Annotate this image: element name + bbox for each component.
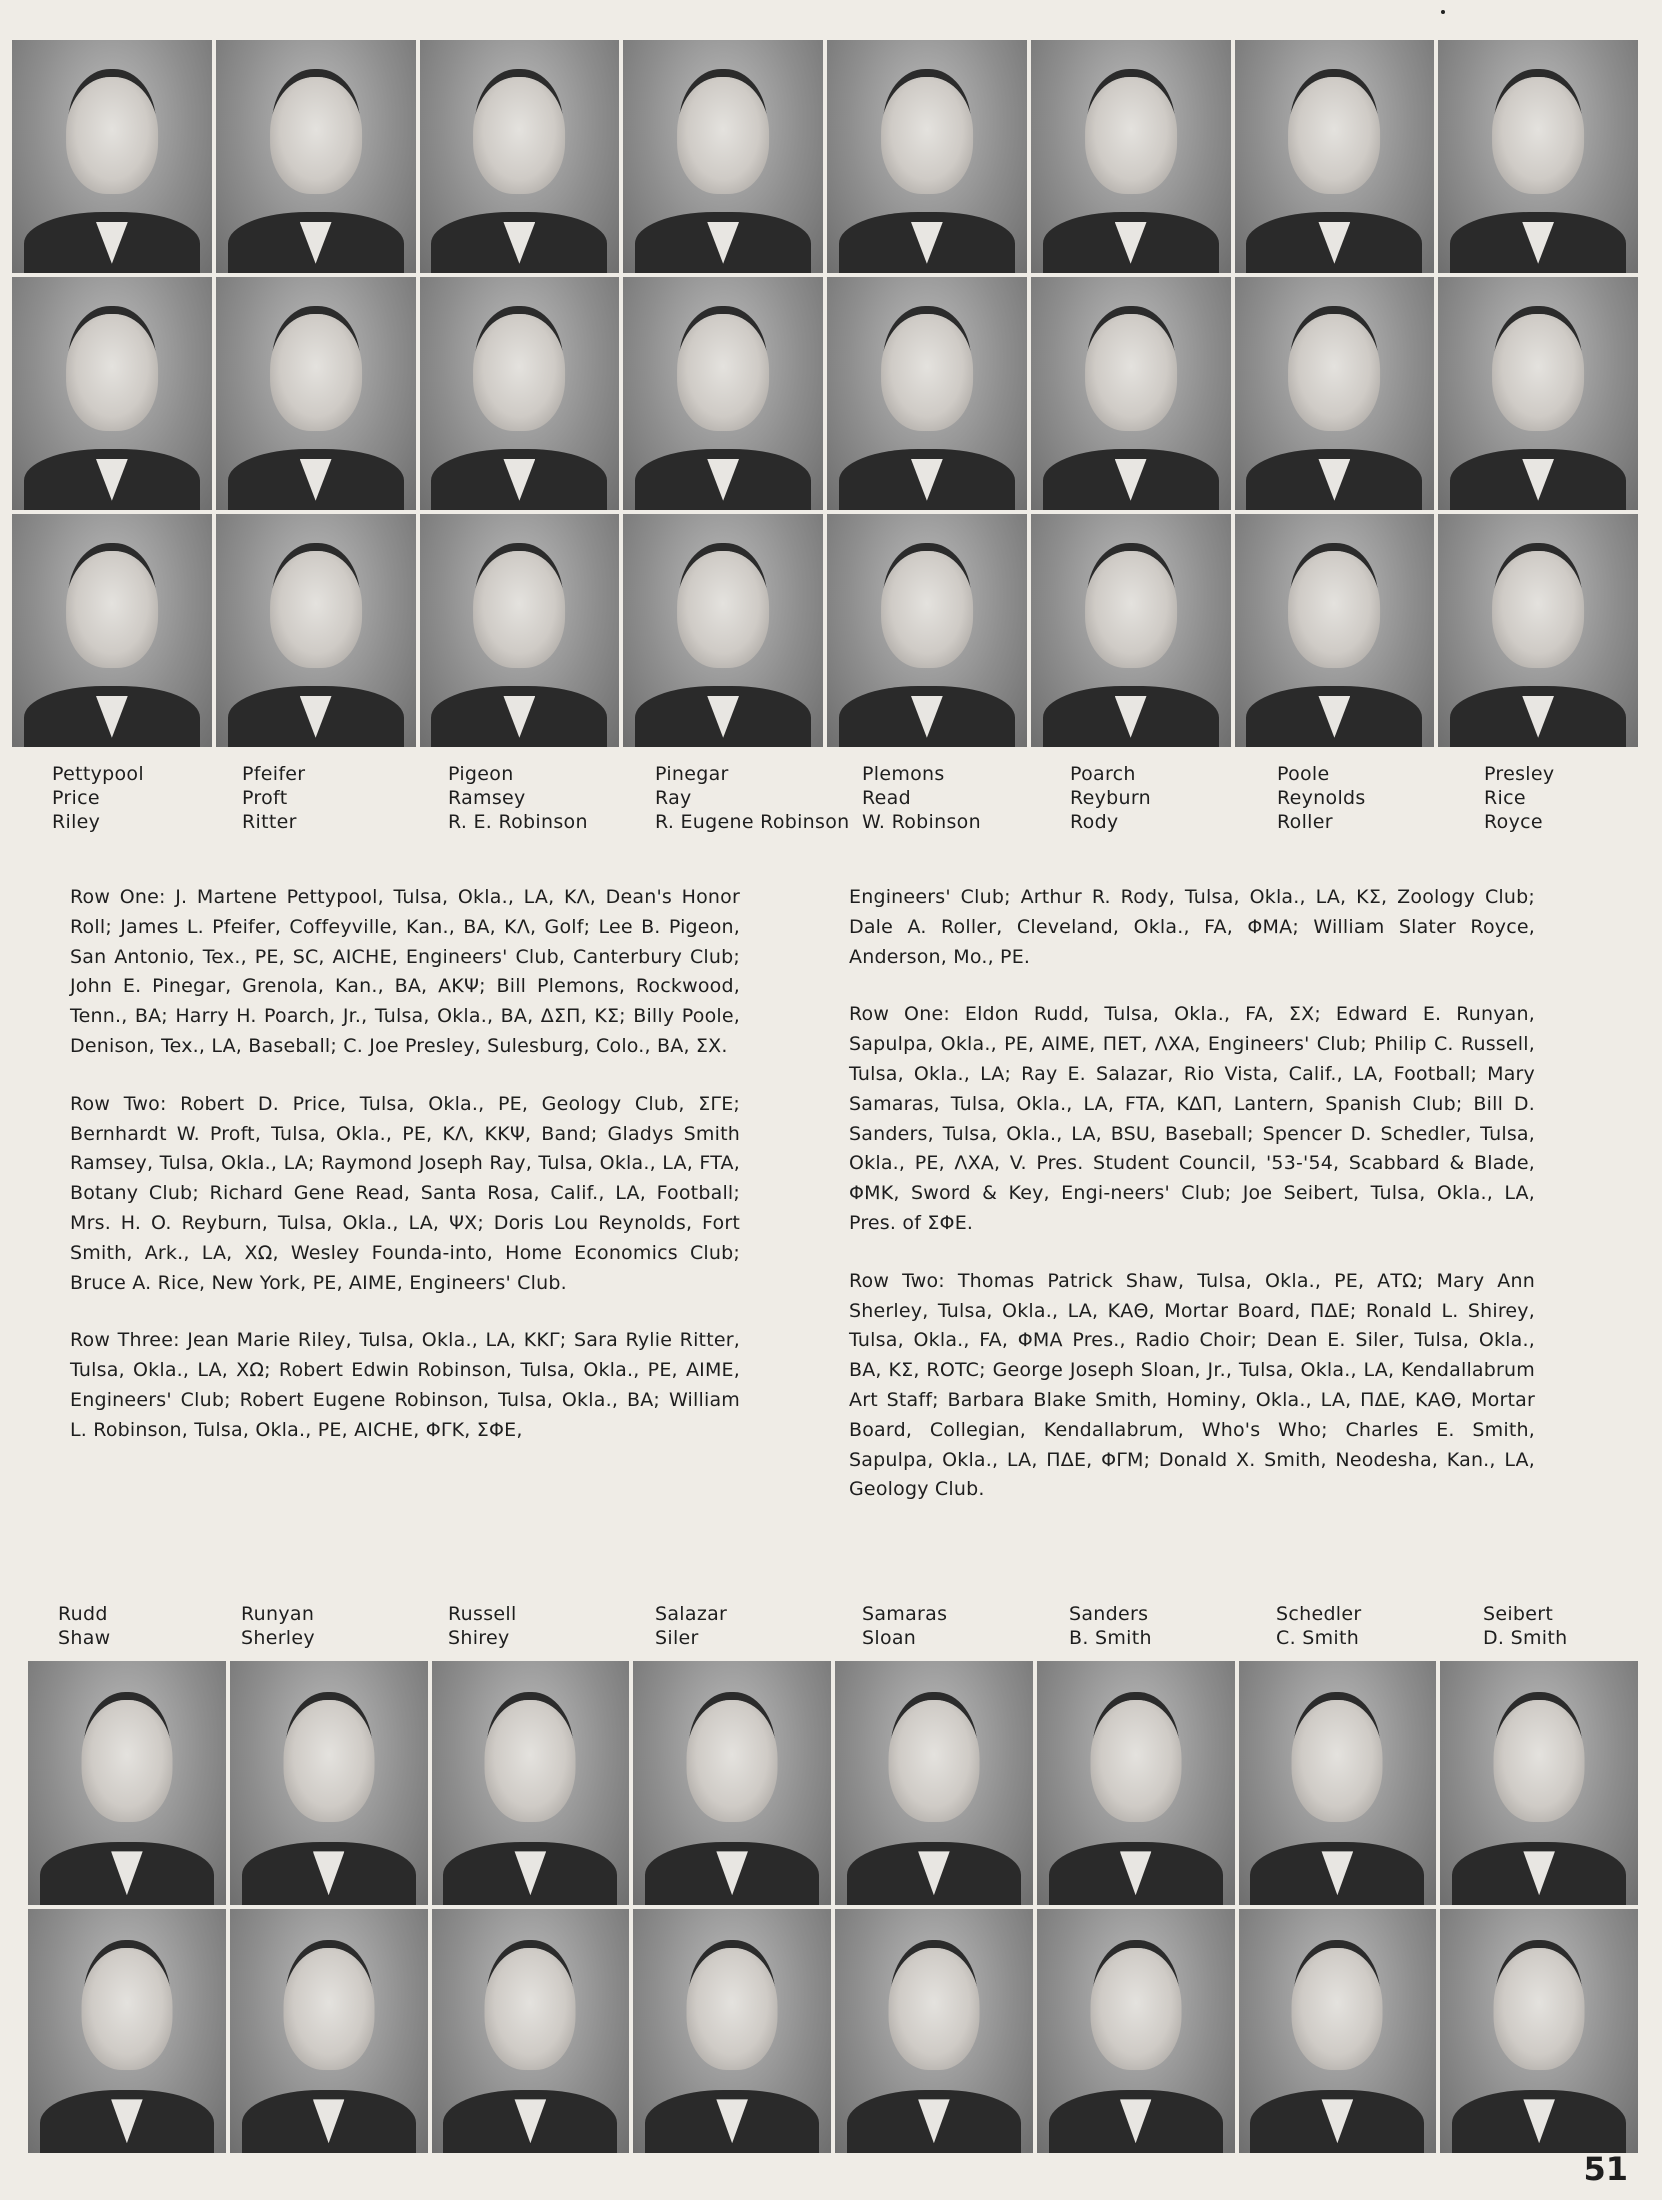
portrait-photo (1239, 1909, 1437, 2153)
name-caption: Pettypool (52, 763, 144, 785)
portrait-photo (216, 277, 416, 510)
name-caption: Reynolds (1277, 787, 1366, 809)
name-caption: Roller (1277, 811, 1333, 833)
name-caption: Price (52, 787, 100, 809)
portrait-photo (1438, 40, 1638, 273)
name-caption: Reyburn (1070, 787, 1152, 809)
name-caption: B. Smith (1069, 1627, 1152, 1649)
name-caption: Shaw (58, 1627, 111, 1649)
biography-paragraph: Row One: J. Martene Pettypool, Tulsa, Okla., LA, ΚΛ, Dean's Honor Roll; James L. Pfeifer, Coffeyville, Kan., BA, ΚΛ, Golf; Lee B. Pigeon, San Antonio, Tex., PE, SC, AICHE, Engineers' Club, Canterbury Club; John E. Pinegar, Grenola, Kan., BA, ΑΚΨ; Bill Plemons, Rockwood, Tenn., BA; Harry H. Poarch, Jr., Tulsa, Okla., BA, ΔΣΠ, ΚΣ; Billy Poole, Denison, Tex., LA, Baseball; C. Joe Presley, Sulesburg, Colo., BA, ΣΧ. (70, 886, 740, 1057)
bottom-photo-grid (28, 1661, 1638, 2153)
portrait-photo (1438, 514, 1638, 747)
name-caption: Read (862, 787, 911, 809)
name-caption-column (1069, 1602, 1152, 1650)
portrait-photo (1235, 40, 1435, 273)
portrait-photo (827, 277, 1027, 510)
name-caption: Runyan (241, 1603, 315, 1625)
name-caption-column (655, 762, 850, 834)
portrait-photo (1239, 1661, 1437, 1905)
name-caption: Ray (655, 787, 692, 809)
name-caption: Rody (1070, 811, 1119, 833)
name-caption-column (1483, 1602, 1567, 1650)
portrait-photo (1037, 1909, 1235, 2153)
name-caption: R. E. Robinson (448, 811, 588, 833)
name-caption: R. Eugene Robinson (655, 811, 850, 833)
name-caption-column (448, 762, 588, 834)
portrait-photo (12, 514, 212, 747)
biography-paragraph: Row One: Eldon Rudd, Tulsa, Okla., FA, ΣΧ; Edward E. Runyan, Sapulpa, Okla., PE, AIME, ΠΕΤ, ΛΧΑ, Engineers' Club; Philip C. Russell, Tulsa, Okla., LA; Ray E. Salazar, Rio Vista, Calif., LA, Football; Mary Samaras, Tulsa, Okla., LA, FTA, ΚΔΠ, Lantern, Spanish Club; Bill D. Sanders, Tulsa, Okla., LA, BSU, Baseball; Spencer D. Schedler, Tulsa, Okla., PE, ΛΧΑ, V. Pres. Student Council, '53-'54, Scabbard & Blade, ΦΜΚ, Sword & Key, Engi-neers' Club; Joe Seibert, Tulsa, Okla., LA, Pres. of ΣΦΕ. (849, 1003, 1535, 1234)
portrait-photo (432, 1661, 630, 1905)
portrait-photo (1031, 277, 1231, 510)
name-caption: Ritter (242, 811, 297, 833)
portrait-photo (216, 40, 416, 273)
name-caption: Samaras (862, 1603, 948, 1625)
portrait-photo (420, 40, 620, 273)
name-caption: Pigeon (448, 763, 514, 785)
portrait-photo (1440, 1661, 1638, 1905)
name-caption: Proft (242, 787, 288, 809)
portrait-photo (1037, 1661, 1235, 1905)
name-caption: Schedler (1276, 1603, 1362, 1625)
biography-paragraph: Row Two: Robert D. Price, Tulsa, Okla., PE, Geology Club, ΣΓΕ; Bernhardt W. Proft, Tulsa, Okla., PE, ΚΛ, ΚΚΨ, Band; Gladys Smith Ramsey, Tulsa, Okla., LA; Raymond Joseph Ray, Tulsa, Okla., LA, FTA, Botany Club; Richard Gene Read, Santa Rosa, Calif., LA, Football; Mrs. H. O. Reyburn, Tulsa, Okla., LA, ΨΧ; Doris Lou Reynolds, Fort Smith, Ark., LA, ΧΩ, Wesley Founda-into, Home Economics Club; Bruce A. Rice, New York, PE, AIME, Engineers' Club. (70, 1092, 740, 1294)
name-caption-column (241, 1602, 315, 1650)
portrait-photo (28, 1909, 226, 2153)
name-caption: Siler (655, 1627, 699, 1649)
name-caption-column (1484, 762, 1554, 834)
page-number: 51 (1583, 2150, 1628, 2188)
portrait-photo (1235, 514, 1435, 747)
portrait-photo (623, 277, 823, 510)
name-caption: Pfeifer (242, 763, 306, 785)
name-caption: Rudd (58, 1603, 108, 1625)
speck-mark (1441, 10, 1445, 14)
name-caption: Pinegar (655, 763, 729, 785)
name-caption: Poarch (1070, 763, 1136, 785)
right-text-column (849, 883, 1535, 1533)
name-caption: Plemons (862, 763, 945, 785)
name-caption-column (862, 762, 981, 834)
portrait-photo (432, 1909, 630, 2153)
name-caption-column (242, 762, 305, 834)
portrait-photo (1031, 40, 1231, 273)
name-caption: D. Smith (1483, 1627, 1568, 1649)
top-photo-grid (12, 40, 1638, 747)
portrait-photo (420, 277, 620, 510)
biography-paragraph: Row Two: Thomas Patrick Shaw, Tulsa, Okla., PE, ΑΤΩ; Mary Ann Sherley, Tulsa, Okla., LA, ΚΑΘ, Mortar Board, ΠΔΕ; Ronald L. Shirey, Tulsa, Okla., FA, ΦΜΑ Pres., Radio Choir; Dean E. Siler, Tulsa, Okla., BA, ΚΣ, ROTC; George Joseph Sloan, Jr., Tulsa, Okla., LA, Kendallabrum Art Staff; Barbara Blake Smith, Hominy, Okla., LA, ΠΔΕ, ΚΑΘ, Mortar Board, Collegian, Kendallabrum, Who's Who; Charles E. Smith, Sapulpa, Okla., LA, ΠΔΕ, ΦΓΜ; Donald X. Smith, Neodesha, Kan., LA, Geology Club. (849, 1269, 1535, 1501)
name-caption: Russell (448, 1603, 517, 1625)
name-caption: Riley (52, 811, 101, 833)
portrait-photo (12, 40, 212, 273)
portrait-photo (1440, 1909, 1638, 2153)
name-caption: Presley (1484, 763, 1555, 785)
portrait-photo (230, 1909, 428, 2153)
name-caption-column (448, 1602, 517, 1650)
biography-paragraph: Row Three: Jean Marie Riley, Tulsa, Okla., LA, ΚΚΓ; Sara Rylie Ritter, Tulsa, Okla., LA, ΧΩ; Robert Edwin Robinson, Tulsa, Okla., PE, AIME, Engineers' Club; Robert Eugene Robinson, Tulsa, Okla., BA; William L. Robinson, Tulsa, Okla., PE, AICHE, ΦΓΚ, ΣΦΕ, (70, 1329, 740, 1441)
portrait-photo (230, 1661, 428, 1905)
portrait-photo (835, 1909, 1033, 2153)
name-caption-column (862, 1602, 947, 1650)
name-caption-column (52, 762, 144, 834)
portrait-photo (1031, 514, 1231, 747)
portrait-photo (827, 40, 1027, 273)
name-caption-column (1276, 1602, 1361, 1650)
portrait-photo (623, 40, 823, 273)
name-caption: Ramsey (448, 787, 526, 809)
portrait-photo (420, 514, 620, 747)
portrait-photo (623, 514, 823, 747)
name-caption: Seibert (1483, 1603, 1554, 1625)
name-caption: Royce (1484, 811, 1543, 833)
biography-paragraph: Engineers' Club; Arthur R. Rody, Tulsa, Okla., LA, ΚΣ, Zoology Club; Dale A. Roller, Cleveland, Okla., FA, ΦΜΑ; William Slater Royce, Anderson, Mo., PE. (849, 886, 1535, 968)
name-caption: Rice (1484, 787, 1526, 809)
name-caption-column (1070, 762, 1151, 834)
name-caption-column (655, 1602, 727, 1650)
name-caption: Sherley (241, 1627, 315, 1649)
name-caption: Salazar (655, 1603, 728, 1625)
name-caption: Sanders (1069, 1603, 1149, 1625)
name-caption: Poole (1277, 763, 1330, 785)
portrait-photo (216, 514, 416, 747)
portrait-photo (633, 1661, 831, 1905)
portrait-photo (633, 1909, 831, 2153)
portrait-photo (28, 1661, 226, 1905)
portrait-photo (827, 514, 1027, 747)
name-caption: Sloan (862, 1627, 917, 1649)
portrait-photo (835, 1661, 1033, 1905)
name-caption-column (58, 1602, 111, 1650)
portrait-photo (1235, 277, 1435, 510)
name-caption: C. Smith (1276, 1627, 1360, 1649)
left-text-column (70, 883, 740, 1474)
portrait-photo (12, 277, 212, 510)
portrait-photo (1438, 277, 1638, 510)
name-caption-column (1277, 762, 1366, 834)
name-caption: W. Robinson (862, 811, 981, 833)
name-caption: Shirey (448, 1627, 510, 1649)
